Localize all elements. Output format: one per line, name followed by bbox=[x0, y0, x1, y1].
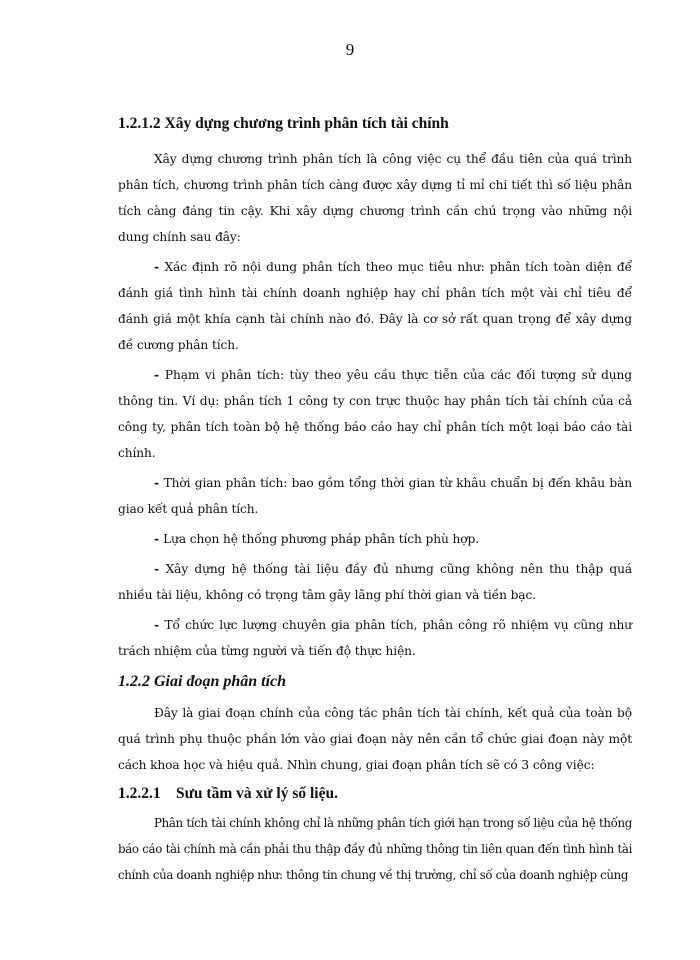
bullet-paragraph-3 bbox=[118, 470, 632, 522]
bullet-paragraph-2 bbox=[118, 362, 632, 466]
section-heading-1-2-1-2: 1.2.1.2 Xây dựng chương trình phân tích tài chính bbox=[118, 115, 449, 132]
bullet-text: Thời gian phân tích: bao gồm tổng thời gian từ khâu chuẩn bị đến khâu bàn giao kết quả phân tích. bbox=[118, 476, 632, 516]
bullet-dash: - bbox=[154, 618, 165, 632]
bullet-text: Tổ chức lực lượng chuyên gia phân tích, phân công rõ nhiệm vụ cũng như trách nhiệm của từng người và tiến độ thực hiện. bbox=[118, 618, 632, 658]
collect-paragraph: Phân tích tài chính không chỉ là những phân tích giới hạn trong số liệu của hệ thống báo cáo tài chính mà cần phải thu thập đầy đủ những thông tin liên quan đến tình hình tài chính của doanh nghiệp như: thông tin chung về thị trường, chỉ số của doanh nghiệp cùng bbox=[118, 816, 632, 882]
bullet-text: Xây dựng hệ thống tài liệu đầy đủ nhưng cũng không nên thu thập quá nhiều tài liệu, không có trọng tâm gây lãng phí thời gian và tiền bạc. bbox=[118, 562, 632, 602]
bullet-text: Xác định rõ nội dung phân tích theo mục tiêu như: phân tích toàn diện để đánh giá tình hình tài chính doanh nghiệp hay chỉ phân tích một vài chỉ tiêu để đánh giá một khía cạnh tài chính nào đó. Đây là cơ sở rất quan trọng để xây dựng đề cương phân tích. bbox=[118, 260, 632, 352]
bullet-paragraph-5 bbox=[118, 556, 632, 608]
stage-paragraph: Đây là giai đoạn chính của công tác phân tích tài chính, kết quả của toàn bộ quá trình phụ thuộc phần lớn vào giai đoạn này nên cần tổ chức giai đoạn này một cách khoa học và hiệu quả. Nhìn chung, giai đoạn phân tích sẽ có 3 công việc: bbox=[118, 706, 632, 772]
heading-title: Sưu tầm và xử lý số liệu. bbox=[176, 785, 338, 802]
page-number: 9 bbox=[345, 40, 355, 59]
section-heading-1-2-2-1 bbox=[118, 782, 632, 806]
bullet-paragraph-4 bbox=[118, 526, 632, 552]
heading-number: 1.2.2.1 bbox=[118, 785, 161, 802]
bullet-dash: - bbox=[154, 368, 165, 382]
intro-paragraph: Xây dựng chương trình phân tích là công việc cụ thể đầu tiên của quá trình phân tích, chương trình phân tích càng được xây dựng tỉ mỉ chi tiết thì số liệu phân tích càng đáng tin cậy. Khi xây dựng chương trình cần chú trọng vào những nội dung chính sau đây: bbox=[118, 152, 632, 244]
bullet-dash: - bbox=[154, 260, 165, 274]
bullet-paragraph-6 bbox=[118, 612, 632, 664]
bullet-dash: - bbox=[154, 532, 164, 546]
bullet-dash: - bbox=[154, 562, 166, 576]
bullet-dash: - bbox=[154, 476, 164, 490]
bullet-text: Phạm vi phân tích: tùy theo yêu cầu thực tiễn của các đối tượng sử dụng thông tin. Ví dụ: phân tích 1 công ty con trực thuộc hay phân tích tài chính của cả công ty, phân tích toàn bộ hệ thống báo cáo hay chỉ phân tích một loại báo cáo tài chính. bbox=[118, 368, 633, 460]
bullet-text: Lựa chọn hệ thống phương pháp phân tích phù hợp. bbox=[163, 532, 479, 546]
page-content bbox=[118, 112, 632, 892]
bullet-paragraph-1 bbox=[118, 254, 632, 358]
section-heading-1-2-2: 1.2.2 Giai đoạn phân tích bbox=[118, 673, 287, 690]
